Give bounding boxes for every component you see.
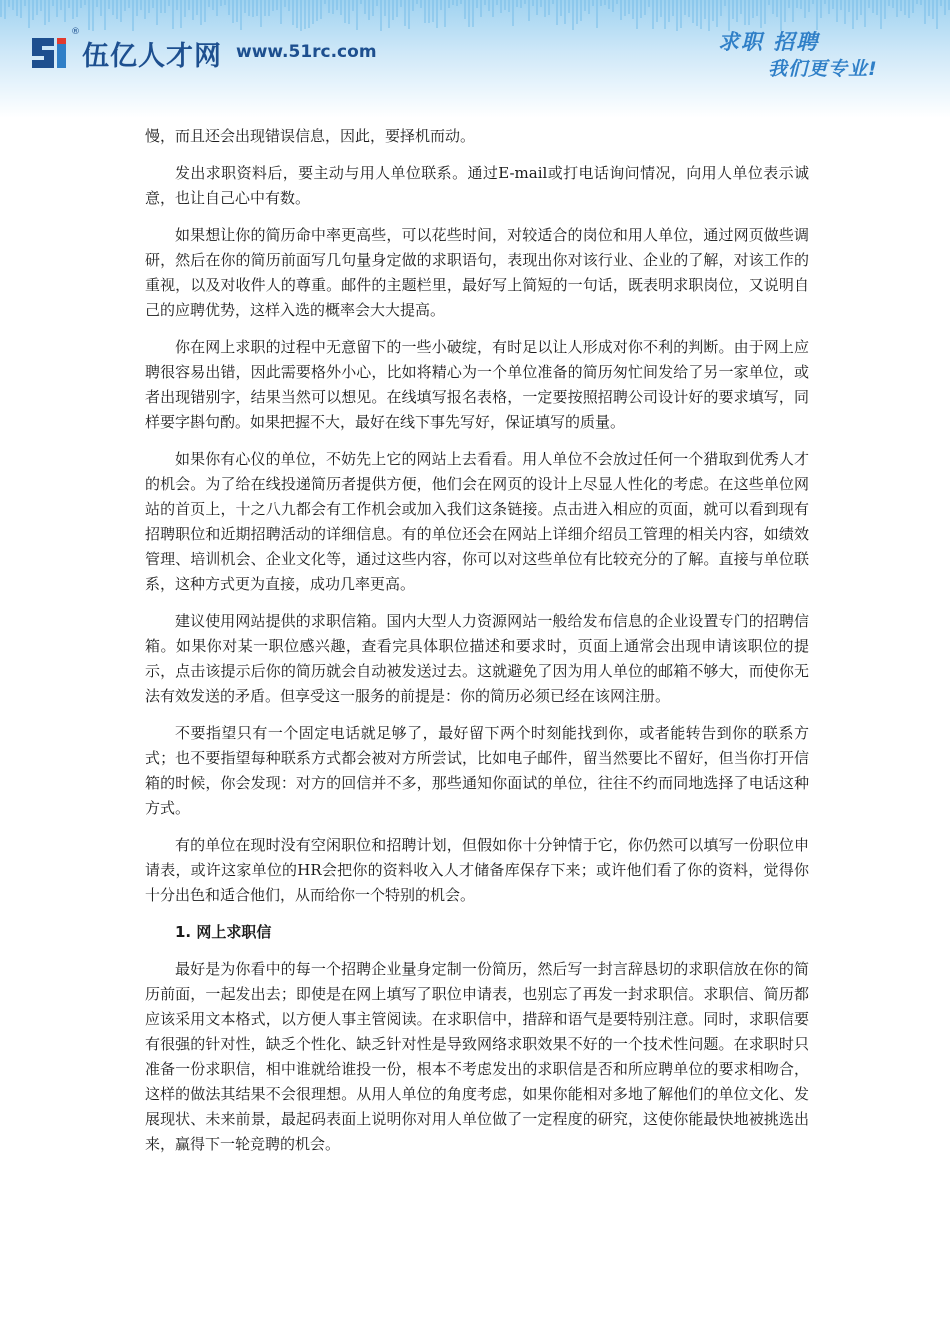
- decorative-bar: [176, 0, 178, 10]
- decorative-bar: [640, 0, 642, 18]
- decorative-bar: [128, 0, 130, 8]
- decorative-bar: [624, 0, 626, 16]
- decorative-bar: [480, 0, 482, 17]
- decorative-bar: [544, 0, 546, 17]
- decorative-bar: [604, 0, 606, 5]
- paragraph: 你在网上求职的过程中无意留下的一些小破绽，有时足以让人形成对你不利的判断。由于网上应聘很容易出错，因此需要格外小心，比如将精心为一个单位准备的简历匆忙间发给了另一家单位，或者出现错别字，结果当然可以想见。在线填写报名表格，一定要按照招聘公司设计好的要求填写，同样要字斟句酌。如果把握不大，最好在线下事先写好，保证填写的质量。: [145, 338, 809, 431]
- decorative-bar: [472, 0, 474, 27]
- decorative-bar: [180, 0, 182, 28]
- decorative-bar: [344, 0, 346, 23]
- decorative-bar: [116, 0, 118, 19]
- page-header-banner: [0, 0, 950, 118]
- decorative-bar: [856, 0, 858, 20]
- decorative-bar: [352, 0, 354, 11]
- decorative-bar: [60, 0, 62, 10]
- decorative-bar: [720, 0, 722, 16]
- decorative-bar: [192, 0, 194, 20]
- decorative-bar: [248, 0, 250, 16]
- decorative-bar: [496, 0, 498, 5]
- decorative-bar: [576, 0, 578, 24]
- decorative-bar: [152, 0, 154, 8]
- decorative-bar: [304, 0, 306, 29]
- decorative-bar: [820, 0, 822, 18]
- decorative-bar: [340, 0, 342, 15]
- decorative-bar: [932, 0, 934, 19]
- decorative-bar: [4, 0, 6, 19]
- decorative-bar: [24, 0, 26, 6]
- decorative-bar: [140, 0, 142, 10]
- decorative-bar: [564, 0, 566, 24]
- decorative-bar: [80, 0, 82, 8]
- decorative-bar: [40, 0, 42, 11]
- decorative-bar: [488, 0, 490, 11]
- paragraph: 建议使用网站提供的求职信箱。国内大型人力资源网站一般给发布信息的企业设置专门的招聘信箱。如果你对某一职位感兴趣，查看完具体职位描述和要求时，页面上通常会出现申请该职位的提示，点击该提示后你的简历就会自动被发送过去。这就避免了因为用人单位的邮箱不够大，而使你无法有效发送的矛盾。但享受这一服务的前提是：你的简历必须已经在该网注册。: [145, 612, 809, 705]
- decorative-bar: [744, 0, 746, 25]
- decorative-bar: [276, 0, 278, 10]
- decorative-bar: [420, 0, 422, 8]
- decorative-bar: [588, 0, 590, 14]
- decorative-bar: [636, 0, 638, 29]
- decorative-bar: [608, 0, 610, 9]
- decorative-bar: [196, 0, 198, 15]
- decorative-bar: [336, 0, 338, 10]
- paragraph: 有的单位在现时没有空闲职位和招聘计划，但假如你十分钟情于它，你仍然可以填写一份职位申请表，或许这家单位的HR会把你的资料收入人才储备库保存下来；或许他们看了你的资料，觉得你十分出色和适合他们，从而给你一个特别的机会。: [145, 836, 809, 904]
- decorative-bar: [532, 0, 534, 6]
- decorative-bar: [52, 0, 54, 6]
- decorative-bar: [772, 0, 774, 14]
- decorative-bar: [260, 0, 262, 27]
- decorative-bar: [908, 0, 910, 18]
- decorative-bar: [712, 0, 714, 21]
- decorative-bar: [628, 0, 630, 14]
- paragraph: 最好是为你看中的每一个招聘企业量身定制一份简历，然后写一封言辞恳切的求职信放在你的简历前面，一起发出去；即使是在网上填写了职位申请表，也别忘了再发一封求职信。求职信、简历都应该采用文本格式，以方便人事主管阅读。在求职信中，措辞和语气是要特别注意。同时，求职信要有很强的针对性，缺乏个性化、缺乏针对性是导致网络求职效果不好的一个技术性问题。在求职时只准备一份求职信，相中谁就给谁投一份，根本不考虑发出的求职信是否和所应聘单位的要求相吻合，这样的做法其结果不会很理想。从用人单位的角度考虑，如果你能相对多地了解他们的单位文化、发展现状、未来前景，最起码表面上说明你对用人单位做了一定程度的研究，这使你能最快地被挑选出来，赢得下一轮竞聘的机会。: [145, 960, 809, 1153]
- slogan-line-2: 我们更专业!: [768, 58, 878, 80]
- decorative-bar: [64, 0, 66, 22]
- decorative-bar: [224, 0, 226, 5]
- decorative-bar: [704, 0, 706, 19]
- decorative-bar: [376, 0, 378, 6]
- decorative-bar: [372, 0, 374, 16]
- decorative-bar: [840, 0, 842, 10]
- decorative-bar: [112, 0, 114, 15]
- decorative-bar: [348, 0, 350, 24]
- decorative-bar: [596, 0, 598, 28]
- decorative-bar: [168, 0, 170, 6]
- decorative-bar: [300, 0, 302, 31]
- decorative-bar: [20, 0, 22, 18]
- decorative-bar: [456, 0, 458, 6]
- decorative-bar: [144, 0, 146, 19]
- decorative-bar: [0, 0, 2, 17]
- decorative-bar: [84, 0, 86, 5]
- decorative-bar: [164, 0, 166, 13]
- decorative-bar: [732, 0, 734, 19]
- decorative-bar: [296, 0, 298, 28]
- decorative-bar: [616, 0, 618, 4]
- decorative-bar: [324, 0, 326, 4]
- decorative-bar: [364, 0, 366, 14]
- decorative-bar: [8, 0, 10, 7]
- decorative-bar: [356, 0, 358, 30]
- decorative-bar: [880, 0, 882, 29]
- article-body: [145, 124, 809, 1169]
- decorative-bar: [156, 0, 158, 25]
- decorative-bar: [252, 0, 254, 17]
- logo-icon: [26, 30, 72, 76]
- decorative-bar: [920, 0, 922, 5]
- decorative-bar: [924, 0, 926, 24]
- decorative-bar: [660, 0, 662, 17]
- decorative-bar: [700, 0, 702, 29]
- decorative-bar: [500, 0, 502, 13]
- decorative-bar: [756, 0, 758, 16]
- paragraph: 发出求职资料后，要主动与用人单位联系。通过E-mail或打电话询问情况，向用人单位表示诚意，也让自己心中有数。: [145, 164, 809, 207]
- decorative-bar: [120, 0, 122, 22]
- decorative-bar: [448, 0, 450, 8]
- registered-mark: ®: [71, 27, 80, 37]
- decorative-bar: [876, 0, 878, 15]
- decorative-bar: [228, 0, 230, 15]
- decorative-bar: [28, 0, 30, 28]
- decorative-bar: [736, 0, 738, 22]
- decorative-bar: [212, 0, 214, 10]
- decorative-bar: [888, 0, 890, 6]
- decorative-bar: [256, 0, 258, 16]
- decorative-bar: [716, 0, 718, 27]
- decorative-bar: [440, 0, 442, 10]
- decorative-bar: [432, 0, 434, 22]
- decorative-bar: [464, 0, 466, 19]
- decorative-bar: [864, 0, 866, 27]
- decorative-bar: [48, 0, 50, 22]
- decorative-bar: [136, 0, 138, 16]
- decorative-bar: [696, 0, 698, 26]
- decorative-bar: [776, 0, 778, 17]
- decorative-bar: [644, 0, 646, 15]
- decorative-bar: [408, 0, 410, 29]
- decorative-bar: [612, 0, 614, 12]
- decorative-bar: [96, 0, 98, 7]
- decorative-bar: [312, 0, 314, 24]
- decorative-bar: [848, 0, 850, 12]
- decorative-bar: [904, 0, 906, 15]
- decorative-bar: [424, 0, 426, 23]
- decorative-bar: [508, 0, 510, 12]
- decorative-bar: [828, 0, 830, 14]
- decorative-bar: [272, 0, 274, 11]
- decorative-bar: [556, 0, 558, 25]
- decorative-bar: [824, 0, 826, 4]
- decorative-bar: [692, 0, 694, 23]
- decorative-bar: [104, 0, 106, 30]
- decorative-bar: [88, 0, 90, 30]
- decorative-bar: [812, 0, 814, 4]
- decorative-bar: [884, 0, 886, 19]
- decorative-bar: [412, 0, 414, 11]
- decorative-bar: [32, 0, 34, 20]
- decorative-bar: [680, 0, 682, 28]
- decorative-bar: [552, 0, 554, 4]
- decorative-bar: [56, 0, 58, 17]
- decorative-bar: [240, 0, 242, 30]
- decorative-bar: [148, 0, 150, 13]
- decorative-bar: [928, 0, 930, 16]
- decorative-bar: [368, 0, 370, 20]
- decorative-bar: [672, 0, 674, 16]
- decorative-bar: [760, 0, 762, 28]
- decorative-bar: [308, 0, 310, 28]
- decorative-bar: [292, 0, 294, 25]
- decorative-bar: [600, 0, 602, 6]
- decorative-bar: [124, 0, 126, 11]
- decorative-bar: [708, 0, 710, 31]
- decorative-bar: [536, 0, 538, 15]
- decorative-bar: [76, 0, 78, 17]
- decorative-bar: [944, 0, 946, 15]
- decorative-bar: [220, 0, 222, 6]
- decorative-bar: [236, 0, 238, 22]
- decorative-bar: [264, 0, 266, 16]
- decorative-bar: [868, 0, 870, 8]
- decorative-bar: [216, 0, 218, 16]
- decorative-bar: [400, 0, 402, 7]
- decorative-bar: [844, 0, 846, 24]
- decorative-bar: [852, 0, 854, 29]
- decorative-bar: [800, 0, 802, 9]
- decorative-bar: [280, 0, 282, 24]
- decorative-bar: [572, 0, 574, 30]
- logo-text: 伍亿人才网: [82, 41, 222, 72]
- decorative-bar: [208, 0, 210, 7]
- decorative-bar: [244, 0, 246, 13]
- decorative-bar: [72, 0, 74, 19]
- decorative-bar: [836, 0, 838, 22]
- paragraph: 如果想让你的简历命中率更高些，可以花些时间，对较适合的岗位和用人单位，通过网页做些调研，然后在你的简历前面写几句量身定做的求职语句，表现出你对该行业、企业的了解，对该工作的重视，以及对收件人的尊重。邮件的主题栏里，最好写上简短的一句话，既表明求职岗位，又说明自己的应聘优势，这样入选的概率会大大提高。: [145, 226, 809, 319]
- decorative-bar: [132, 0, 134, 31]
- decorative-bar: [428, 0, 430, 23]
- decorative-bar: [764, 0, 766, 24]
- decorative-bar: [632, 0, 634, 19]
- decorative-bar: [100, 0, 102, 16]
- decorative-bar: [912, 0, 914, 13]
- decorative-bar: [936, 0, 938, 29]
- decorative-bar: [452, 0, 454, 5]
- decorative-bar: [396, 0, 398, 17]
- decorative-bar: [404, 0, 406, 26]
- decorative-bar: [648, 0, 650, 7]
- decorative-bar: [668, 0, 670, 22]
- decorative-bar: [512, 0, 514, 26]
- decorative-bar: [188, 0, 190, 10]
- decorative-bar: [684, 0, 686, 15]
- decorative-bar: [524, 0, 526, 4]
- decorative-bar: [592, 0, 594, 6]
- decorative-bar: [528, 0, 530, 21]
- decorative-bar: [504, 0, 506, 10]
- decorative-bar: [384, 0, 386, 16]
- decorative-bar: [380, 0, 382, 31]
- decorative-bar: [560, 0, 562, 16]
- decorative-bar: [788, 0, 790, 8]
- decorative-bar: [332, 0, 334, 14]
- decorative-bar: [184, 0, 186, 17]
- decorative-bar: [568, 0, 570, 13]
- decorative-bar: [468, 0, 470, 27]
- decorative-bar: [288, 0, 290, 11]
- section-heading: 1. 网上求职信: [175, 923, 272, 941]
- decorative-bar: [896, 0, 898, 17]
- site-url[interactable]: www.51rc.com: [236, 42, 377, 62]
- decorative-bar: [872, 0, 874, 13]
- decorative-bar: [796, 0, 798, 8]
- decorative-bar: [808, 0, 810, 12]
- decorative-bar: [676, 0, 678, 31]
- decorative-bar: [92, 0, 94, 31]
- decorative-bar: [748, 0, 750, 25]
- decorative-bar: [620, 0, 622, 20]
- decorative-bar: [940, 0, 942, 6]
- decorative-bar: [792, 0, 794, 22]
- decorative-bar: [900, 0, 902, 11]
- paragraph: 如果你有心仪的单位，不妨先上它的网站上去看看。用人单位不会放过任何一个猎取到优秀人才的机会。为了给在线投递简历者提供方便，他们会在网页的设计上尽显人性化的考虑。在这些单位网站的首页上，十之八九都会有工作机会或加入我们这条链接。点击进入相应的页面，就可以看到现有招聘职位和近期招聘活动的详细信息。有的单位还会在网站上详细介绍员工管理的相关内容，如绩效管理、培训机会、企业文化等，通过这些内容，你可以对这些单位有比较充分的了解。直接与单位联系，这种方式更为直接，成功几率更高。: [145, 450, 809, 593]
- decorative-bar: [388, 0, 390, 28]
- decorative-bar: [444, 0, 446, 27]
- decorative-bar: [492, 0, 494, 17]
- decorative-bar: [784, 0, 786, 22]
- decorative-bar: [516, 0, 518, 7]
- decorative-bar: [768, 0, 770, 5]
- decorative-bar: [320, 0, 322, 19]
- decorative-bar: [268, 0, 270, 16]
- paragraph: 不要指望只有一个固定电话就足够了，最好留下两个时刻能找到你，或者能转告到你的联系方式；也不要指望每种联系方式都会被对方所尝试，比如电子邮件，留当然要比不留好，但当你打开信箱的时候，你会发现：对方的回信并不多，那些通知你面试的单位，往往不约而同地选择了电话这种方式。: [145, 724, 809, 817]
- decorative-bar: [172, 0, 174, 29]
- decorative-bar: [316, 0, 318, 21]
- decorative-bar: [284, 0, 286, 7]
- decorative-bar: [584, 0, 586, 11]
- decorative-bar: [804, 0, 806, 18]
- decorative-bar: [416, 0, 418, 4]
- decorative-bar: [580, 0, 582, 21]
- decorative-bar: [204, 0, 206, 22]
- slogan-line-1: 求职 招聘: [718, 30, 820, 54]
- decorative-bar: [916, 0, 918, 4]
- decorative-bar: [688, 0, 690, 17]
- decorative-bar: [392, 0, 394, 20]
- decorative-bar: [436, 0, 438, 28]
- decorative-bar: [892, 0, 894, 8]
- decorative-bar: [44, 0, 46, 25]
- decorative-bar: [664, 0, 666, 29]
- decorative-bar: [16, 0, 18, 16]
- decorative-bar: [540, 0, 542, 7]
- decorative-bar: [724, 0, 726, 6]
- decorative-bar: [520, 0, 522, 8]
- decorative-bar: [328, 0, 330, 13]
- decorative-bar: [860, 0, 862, 15]
- decorative-bar: [652, 0, 654, 29]
- decorative-bar: [200, 0, 202, 25]
- decorative-bar: [752, 0, 754, 18]
- decorative-bar: [548, 0, 550, 15]
- decorative-bar: [740, 0, 742, 14]
- decorative-bar: [360, 0, 362, 4]
- decorative-bar: [832, 0, 834, 9]
- decorative-bar: [68, 0, 70, 8]
- paragraph: 慢，而且还会出现错误信息，因此，要择机而动。: [145, 127, 476, 145]
- decorative-bar: [12, 0, 14, 10]
- decorative-bar: [160, 0, 162, 13]
- decorative-bar: [656, 0, 658, 22]
- decorative-bar: [108, 0, 110, 9]
- decorative-bar: [36, 0, 38, 15]
- decorative-bar: [484, 0, 486, 5]
- decorative-bar: [476, 0, 478, 8]
- decorative-bar: [232, 0, 234, 23]
- decorative-bar: [460, 0, 462, 4]
